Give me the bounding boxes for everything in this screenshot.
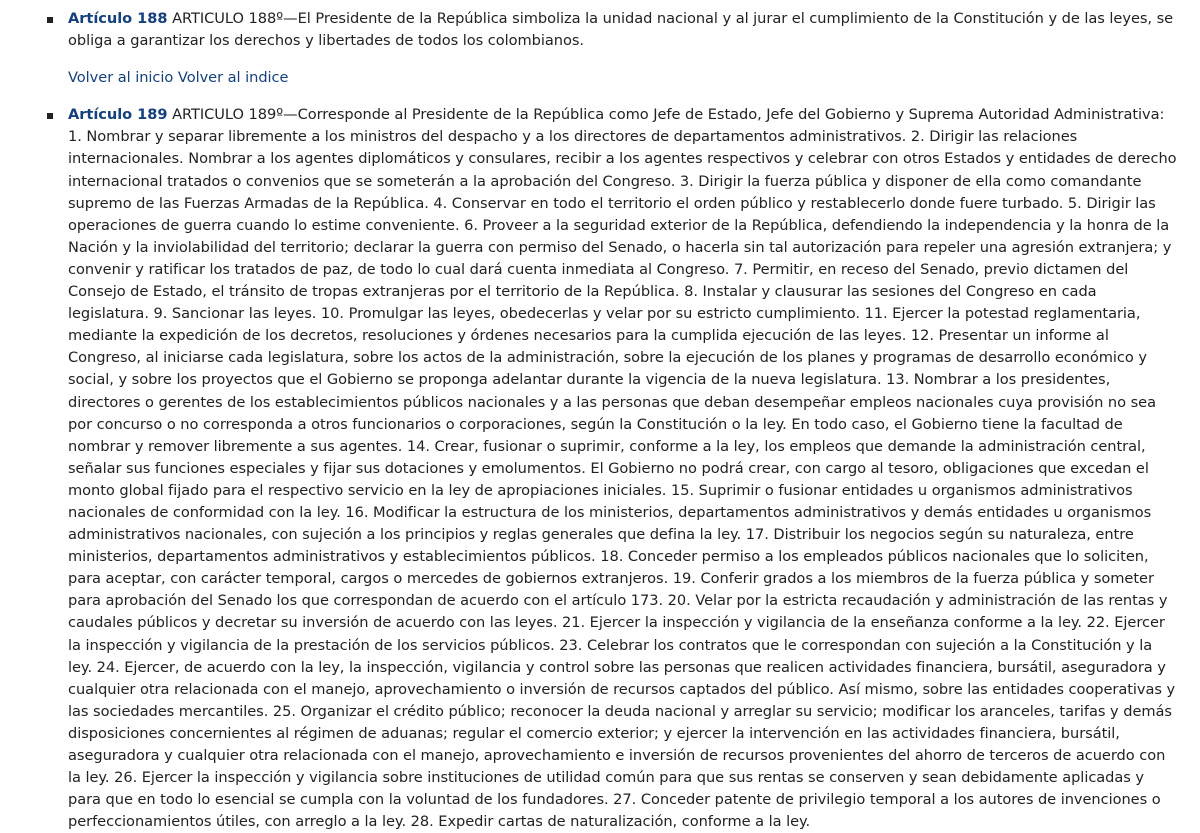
- document-content: [0, 8, 1200, 833]
- articles-list-bottom: [0, 104, 1200, 833]
- article-188: [0, 8, 1200, 52]
- article-189-link[interactable]: Artículo 189: [68, 106, 168, 124]
- bullet-icon: [47, 17, 53, 23]
- articles-list-top: [0, 8, 1200, 52]
- article-188-text: ARTICULO 188º—El Presidente de la República simboliza la unidad nacional y al jurar el cumplimiento de la Constitución y de las leyes, se obliga a garantizar los derechos y libertades de todos los colombianos.: [68, 10, 1174, 50]
- article-189-text: ARTICULO 189º—Corresponde al Presidente de la República como Jefe de Estado, Jefe del Gobierno y Suprema Autoridad Administrativa: 1. Nombrar y separar libremente a los ministros del despacho y a los directores de departamentos administrativos. 2. Dirigir las relaciones internacionales. Nombrar a los agentes diplomáticos y consulares, recibir a los agentes respectivos y celebrar con otros Estados y entidades de derecho internacional tratados o convenios que se someterán a la aprobación del Congreso. 3. Dirigir la fuerza pública y disponer de ella como comandante supremo de las Fuerzas Armadas de la República. 4. Conservar en todo el territorio el orden público y restablecerlo donde fuere turbado. 5. Dirigir las operaciones de guerra cuando lo estime conveniente. 6. Proveer a la seguridad exterior de la República, defendiendo la independencia y la honra de la Nación y la inviolabilidad del territorio; declarar la guerra con permiso del Senado, o hacerla sin tal autorización para repeler una agresión extranjera; y convenir y ratificar los tratados de paz, de todo lo cual dará cuenta inmediata al Congreso. 7. Permitir, en receso del Senado, previo dictamen del Consejo de Estado, el tránsito de tropas extranjeras por el territorio de la República. 8. Instalar y clausurar las sesiones del Congreso en cada legislatura. 9. Sancionar las leyes. 10. Promulgar las leyes, obedecerlas y velar por su estricto cumplimiento. 11. Ejercer la potestad reglamentaria, mediante la expedición de los decretos, resoluciones y órdenes necesarios para la cumplida ejecución de las leyes. 12. Presentar un informe al Congreso, al iniciarse cada legislatura, sobre los actos de la administración, sobre la ejecución de los planes y programas de desarrollo económico y social, y sobre los proyectos que el Gobierno se proponga adelantar durante la vigencia de la nueva legislatura. 13. Nombrar a los presidentes, directores o gerentes de los establecimientos públicos nacionales y a las personas que deban desempeñar empleos nacionales cuya provisión no sea por concurso o no corresponda a otros funcionarios o corporaciones, según la Constitución o la ley. En todo caso, el Gobierno tiene la facultad de nombrar y remover libremente a sus agentes. 14. Crear, fusionar o suprimir, conforme a la ley, los empleos que demande la administración central, señalar sus funciones especiales y fijar sus dotaciones y emolumentos. El Gobierno no podrá crear, con cargo al tesoro, obligaciones que excedan el monto global fijado para el respectivo servicio en la ley de apropiaciones iniciales. 15. Suprimir o fusionar entidades u organismos administrativos nacionales de conformidad con la ley. 16. Modificar la estructura de los ministerios, departamentos administrativos y demás entidades u organismos administrativos nacionales, con sujeción a los principios y reglas generales que defina la ley. 17. Distribuir los negocios según su naturaleza, entre ministerios, departamentos administrativos y establecimientos públicos. 18. Conceder permiso a los empleados públicos nacionales que lo soliciten, para aceptar, con carácter temporal, cargos o mercedes de gobiernos extranjeros. 19. Conferir grados a los miembros de la fuerza pública y someter para aprobación del Senado los que correspondan de acuerdo con el artículo 173. 20. Velar por la estricta recaudación y administración de las rentas y caudales públicos y decretar su inversión de acuerdo con las leyes. 21. Ejercer la inspección y vigilancia de la enseñanza conforme a la ley. 22. Ejercer la inspección y vigilancia de la prestación de los servicios públicos. 23. Celebrar los contratos que le correspondan con sujeción a la Constitución y la ley. 24. Ejercer, de acuerdo con la ley, la inspección, vigilancia y control sobre las personas que realicen actividades financiera, bursátil, aseguradora y cualquier otra relacionada con el manejo, aprovechamiento o inversión de recursos captados del público. Así mismo, sobre las entidades cooperativas y las sociedades mercantiles. 25. Organizar el crédito público; reconocer la deuda nacional y arreglar su servicio; modificar los aranceles, tarifas y demás disposiciones concernientes al régimen de aduanas; regular el comercio exterior; y ejercer la intervención en las actividades financiera, bursátil, aseguradora y cualquier otra relacionada con el manejo, aprovechamiento e inversión de recursos provenientes del ahorro de terceros de acuerdo con la ley. 26. Ejercer la inspección y vigilancia sobre instituciones de utilidad común para que sus rentas se conserven y sean debidamente aplicadas y para que en todo lo esencial se cumpla con la voluntad de los fundadores. 27. Conceder patente de privilegio temporal a los autores de invenciones o perfeccionamientos útiles, con arreglo a la ley. 28. Expedir cartas de naturalización, conforme a la ley.: [68, 106, 1177, 831]
- back-to-start-link[interactable]: Volver al inicio: [68, 69, 174, 87]
- bullet-icon: [47, 113, 53, 119]
- article-188-link[interactable]: Artículo 188: [68, 10, 168, 27]
- back-navigation: [0, 67, 1200, 89]
- back-to-index-link[interactable]: Volver al indice: [177, 69, 289, 87]
- article-189: [0, 104, 1200, 833]
